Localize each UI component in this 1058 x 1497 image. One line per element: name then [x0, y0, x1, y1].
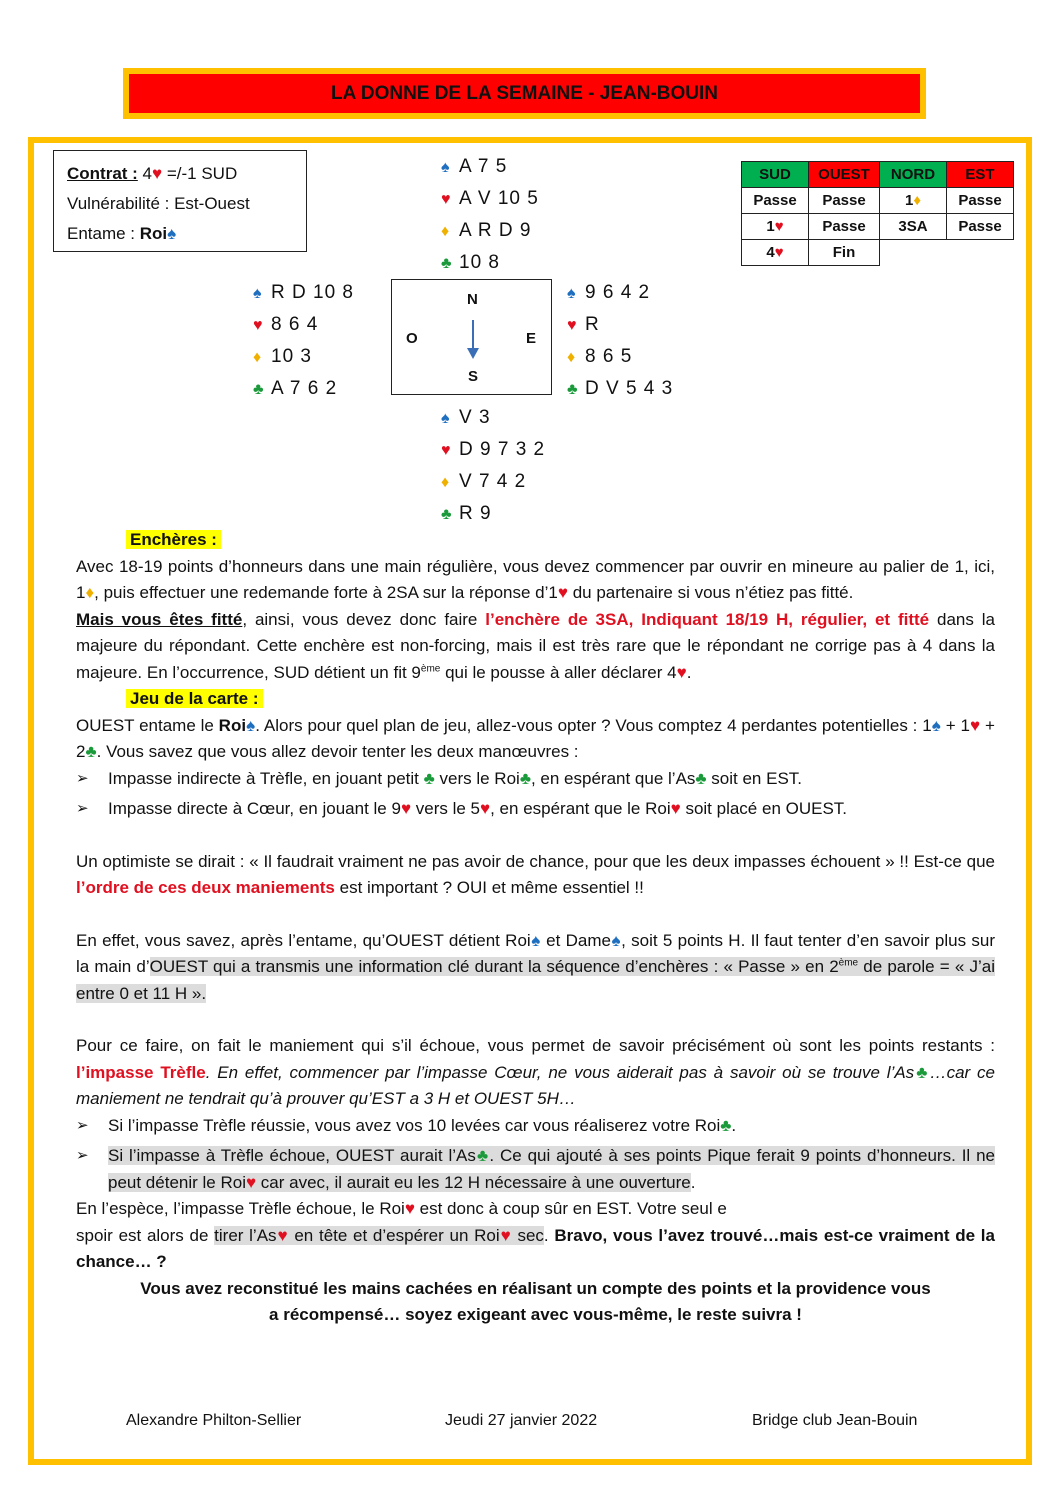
- encheres-section: [76, 527, 995, 1329]
- heart-icon: ♥: [676, 662, 687, 682]
- footer-date: Jeudi 27 janvier 2022: [445, 1412, 598, 1429]
- bid-header-sud: SUD: [742, 162, 809, 188]
- bid-header-ouest: OUEST: [809, 162, 880, 188]
- encheres-paragraph-2: Mais vous êtes fitté, ainsi, vous devez donc faire l’enchère de 3SA, Indiquant 18/19 H, régulier, et fitté dans la majeure du répondant. Cette enchère est non-forcing, mais il est très rare que le répondant ne corrige pas à 4 dans la majeure. En l’occurrence, SUD détient un fit 9ème qui le pousse à aller déclarer 4♥.: [76, 609, 995, 682]
- bid-cell: Passe: [947, 188, 1014, 214]
- heart-icon: ♥: [245, 1172, 257, 1192]
- heart-icon: ♥: [404, 1199, 415, 1218]
- arrow-down-icon: [466, 320, 480, 360]
- diamond-icon: ♦: [441, 474, 451, 491]
- list-item: ➢ Si l’impasse à Trèfle échoue, OUEST aurait l’As♣. Ce qui ajouté à ses points Pique ferait 9 points d’honneurs. Il ne peut détenir le Roi♥ car avec, il aurait eu les 12 H nécessaire à une ouverture.: [76, 1143, 995, 1196]
- diamond-icon: ♦: [85, 583, 95, 602]
- encheres-paragraph: Avec 18-19 points d’honneurs dans une main régulière, vous devez commencer par ouvrir en mineure au palier de 1, ici, 1♦, puis effectuer une redemande forte à 2SA sur la réponse d’1♥ du partenaire si vous n’étiez pas fitté.: [76, 556, 995, 602]
- hand-east: ♠ 9 6 4 2 ♥ R ♦ 8 6 5 ♣ D V 5 4 3: [567, 277, 673, 405]
- bid-header-est: EST: [947, 162, 1014, 188]
- pour-paragraph: Pour ce faire, on fait le maniement qui s’il échoue, vous permet de savoir précisément où sont les points restants : l’impasse Trèfle. En effet, commencer par l’impasse Cœur, ne vous aiderait pas à savoir où se trouve l’As♣…car ce maniement ne tendrait qu’à prouver qu’EST a 3 H et OUEST 5H…: [76, 1036, 995, 1108]
- lead-line: Entame : Roi♠: [67, 224, 177, 243]
- encheres-heading: Enchères :: [126, 530, 221, 549]
- effet-paragraph: En effet, vous savez, après l’entame, qu’OUEST détient Roi♠ et Dame♠, soit 5 points H. Il faut tenter d’en savoir plus sur la main d’OUEST qui a transmis une information clé durant la séquence d’enchères : « Passe » en 2ème de parole = « J’ai entre 0 et 11 H ».: [76, 930, 995, 1003]
- club-icon: ♣: [475, 1146, 490, 1165]
- club-icon: ♣: [695, 768, 707, 788]
- bid-cell: Fin: [809, 240, 880, 266]
- bidding-header-row: [742, 162, 1014, 188]
- diamond-icon: ♦: [441, 223, 451, 240]
- bid-cell: Passe: [809, 188, 880, 214]
- bid-cell: 1♦: [880, 188, 947, 214]
- bid-header-nord: NORD: [880, 162, 947, 188]
- spade-icon: ♠: [441, 410, 451, 427]
- page-title: LA DONNE DE LA SEMAINE - JEAN-BOUIN: [330, 82, 719, 104]
- compass-north: N: [467, 291, 478, 308]
- compass-south: S: [468, 368, 479, 385]
- heart-icon: ♥: [499, 1225, 512, 1245]
- heart-icon: ♥: [774, 244, 784, 261]
- heart-icon: ♥: [557, 583, 568, 602]
- conclusion-line-2: a récompensé… soyez exigeant avec vous-même, le reste suivra !: [269, 1305, 802, 1324]
- diamond-icon: ♦: [913, 192, 921, 209]
- heart-icon: ♥: [400, 799, 412, 818]
- espoir-paragraph: spoir est alors de tirer l’As♥ en tête et d’espérer un Roi♥ sec. Bravo, vous l’avez trouvé…mais est-ce vraiment de la chance… ?: [76, 1225, 995, 1271]
- heart-icon: ♥: [441, 191, 452, 208]
- page-title-banner: [123, 68, 926, 119]
- jeu-paragraph: OUEST entame le Roi♠. Alors pour quel plan de jeu, allez-vous opter ? Vous comptez 4 perdantes potentielles : 1♠ + 1♥ + 2♣. Vous savez que vous allez devoir tenter les deux manœuvres :: [76, 715, 995, 761]
- bidding-row: [742, 214, 1014, 240]
- compass-west: O: [406, 330, 418, 347]
- spade-icon: ♠: [441, 159, 451, 176]
- compass-east: E: [526, 330, 537, 347]
- compass-box: [391, 279, 552, 395]
- list-item: ➢ Impasse directe à Cœur, en jouant le 9♥ vers le 5♥, en espérant que le Roi♥ soit placé en OUEST.: [76, 796, 995, 823]
- jeu-heading: Jeu de la carte :: [126, 689, 263, 708]
- list-item: ➢ Impasse indirecte à Trèfle, en jouant petit ♣ vers le Roi♣, en espérant que l’As♣ soit en EST.: [76, 766, 995, 793]
- club-icon: ♣: [441, 255, 453, 272]
- heart-icon: ♥: [253, 317, 264, 334]
- contract-box: [53, 150, 307, 252]
- heart-icon: ♥: [969, 715, 981, 735]
- club-icon: ♣: [85, 742, 97, 761]
- heart-icon: ♥: [567, 317, 578, 334]
- list-item: ➢ Si l’impasse Trèfle réussie, vous avez vos 10 levées car vous réaliserez votre Roi♣.: [76, 1113, 995, 1140]
- heart-icon: ♥: [670, 799, 681, 818]
- spade-icon: ♠: [167, 224, 177, 243]
- club-icon: ♣: [567, 381, 579, 398]
- spade-icon: ♠: [610, 930, 622, 950]
- bid-cell: 1♥: [742, 214, 809, 240]
- bidding-table: [741, 161, 1014, 266]
- spade-icon: ♠: [567, 285, 577, 302]
- arrow-bullet-icon: ➢: [76, 1147, 89, 1164]
- club-icon: ♣: [720, 1115, 732, 1135]
- club-icon: ♣: [914, 1062, 930, 1082]
- hand-south: ♠ V 3 ♥ D 9 7 3 2 ♦ V 7 4 2 ♣ R 9: [441, 402, 545, 530]
- footer-author: Alexandre Philton-Sellier: [126, 1412, 302, 1429]
- club-icon: ♣: [519, 768, 531, 788]
- spade-icon: ♠: [931, 715, 941, 735]
- heart-icon: ♥: [152, 164, 163, 183]
- spade-icon: ♠: [253, 285, 263, 302]
- bid-cell: Passe: [947, 214, 1014, 240]
- bid-cell: 4♥: [742, 240, 809, 266]
- diamond-icon: ♦: [567, 349, 577, 366]
- club-icon: ♣: [423, 768, 435, 788]
- hand-west: ♠ R D 10 8 ♥ 8 6 4 ♦ 10 3 ♣ A 7 6 2: [253, 277, 354, 405]
- footer-club: Bridge club Jean-Bouin: [752, 1412, 918, 1429]
- bidding-row: [742, 240, 1014, 266]
- arrow-bullet-icon: ➢: [76, 800, 89, 817]
- bid-cell: Passe: [742, 188, 809, 214]
- optimiste-paragraph: Un optimiste se dirait : « Il faudrait vraiment ne pas avoir de chance, pour que les deux impasses échouent » !! Est-ce que l’ordre de ces deux maniements est important ? OUI et même essentiel !!: [76, 851, 995, 897]
- heart-icon: ♥: [774, 218, 784, 235]
- conclusion-line-1: Vous avez reconstitué les mains cachées en réalisant un compte des points et la providence vous: [140, 1278, 931, 1298]
- bid-cell: 3SA: [880, 214, 947, 240]
- contract-label: Contrat :: [67, 164, 138, 183]
- vulnerability-line: Vulnérabilité : Est-Ouest: [67, 194, 250, 213]
- club-icon: ♣: [253, 381, 265, 398]
- diamond-icon: ♦: [253, 349, 263, 366]
- heart-icon: ♥: [276, 1225, 289, 1245]
- heart-icon: ♥: [480, 799, 491, 818]
- espece-paragraph: En l’espèce, l’impasse Trèfle échoue, le Roi♥ est donc à coup sûr en EST. Votre seul e: [76, 1199, 727, 1218]
- bidding-row: [742, 188, 1014, 214]
- hand-north: ♠ A 7 5 ♥ A V 10 5 ♦ A R D 9 ♣ 10 8: [441, 151, 539, 279]
- contract-line: Contrat : 4♥ =/-1 SUD: [67, 164, 238, 183]
- spade-icon: ♠: [246, 715, 256, 735]
- arrow-bullet-icon: ➢: [76, 769, 89, 787]
- heart-icon: ♥: [441, 442, 452, 459]
- spade-icon: ♠: [530, 930, 541, 950]
- bid-cell: Passe: [809, 214, 880, 240]
- arrow-bullet-icon: ➢: [76, 1116, 89, 1134]
- club-icon: ♣: [441, 506, 453, 523]
